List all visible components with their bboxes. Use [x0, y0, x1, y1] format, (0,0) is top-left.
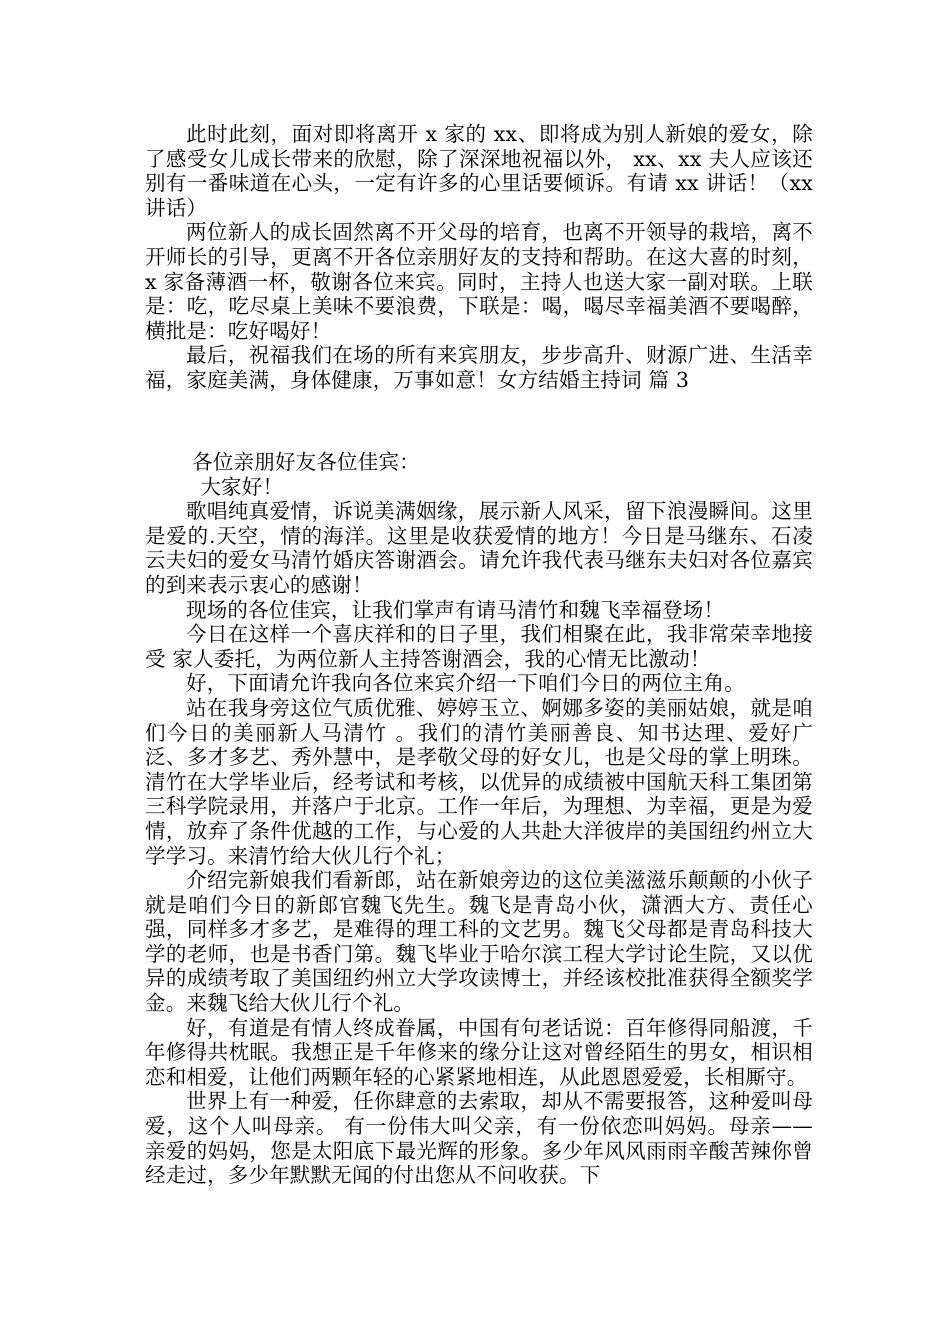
paragraph: 最后，祝福我们在场的所有来宾朋友，步步高升、财源广进、生活幸福，家庭美满，身体健康，万事如意！女方结婚主持词 篇 3: [145, 343, 813, 392]
paragraph: 歌唱纯真爱情，诉说美满姻缘，展示新人风采，留下浪漫瞬间。这里是爱的.天空，情的海洋。这里是收获爱情的地方！今日是马继东、石凌云夫妇的爱女马清竹婚庆答谢酒会。请允许我代表马继东夫妇对各位嘉宾的到来表示衷心的感谢！: [145, 499, 813, 597]
paragraph: 介绍完新娘我们看新郎，站在新娘旁边的这位美滋滋乐颠颠的小伙子就是咱们今日的新郎官魏飞先生。魏飞是青岛小伙，潇洒大方、责任心强，同样多才多艺，是难得的理工科的文艺男。魏飞父母都是青岛科技大学的老师，也是书香门第。魏飞毕业于哈尔滨工程大学讨论生院，又以优异的成绩考取了美国纽约州立大学攻读博士，并经该校批准获得全额奖学金。来魏飞给大伙儿行个礼。: [145, 868, 813, 1016]
paragraph: 好，下面请允许我向各位来宾介绍一下咱们今日的两位主角。: [186, 671, 745, 696]
salutation: 各位亲朋好友各位佳宾：: [192, 450, 420, 474]
section-2: [145, 450, 813, 1188]
paragraph: 两位新人的成长固然离不开父母的培育，也离不开领导的栽培，离不开师长的引导，更离不开各位亲朋好友的支持和帮助。在这大喜的时刻，x 家备薄酒一杯，敬谢各位来宾。同时，主持人也送大家一副对联。上联是：吃，吃尽桌上美味不要浪费，下联是：喝，喝尽幸福美酒不要喝醉，横批是：吃好喝好！: [145, 220, 813, 343]
paragraph: 现场的各位佳宾，让我们掌声有请马清竹和魏飞幸福登场！: [186, 597, 725, 622]
paragraph: 站在我身旁这位气质优雅、婷婷玉立、婀娜多姿的美丽姑娘，就是咱们今日的美丽新人马清竹 。我们的清竹美丽善良、知书达理、爱好广泛、多才多艺、秀外慧中，是孝敬父母的好女儿，也是父母的掌上明珠。清竹在大学毕业后，经考试和考核，以优异的成绩被中国航天科工集团第三科学院录用，并落户于北京。工作一年后，为理想、为幸福，更是为爱情，放弃了条件优越的工作，与心爱的人共赴大洋彼岸的美国纽约州立大学学习。来清竹给大伙儿行个礼；: [145, 695, 813, 868]
paragraph: 好，有道是有情人终成眷属，中国有句老话说：百年修得同船渡，千年修得共枕眠。我想正是千年修来的缘分让这对曾经陌生的男女，相识相恋和相爱，让他们两颗年轻的心紧紧地相连，从此恩恩爱爱，长相厮守。: [145, 1015, 813, 1089]
section-1: [145, 122, 813, 393]
paragraph: 世界上有一种爱，任你肆意的去索取，却从不需要报答，这种爱叫母爱，这个人叫母亲。 有一份伟大叫父亲，有一份依恋叫妈妈。母亲——亲爱的妈妈，您是太阳底下最光辉的形象。多少年风风雨雨辛酸苦辣你曾经走过，多少年默默无闻的付出您从不问收获。下: [145, 1089, 813, 1188]
paragraph: 此时此刻，面对即将离开 x 家的 xx、即将成为别人新娘的爱女，除了感受女儿成长带来的欣慰，除了深深地祝福以外， xx、xx 夫人应该还别有一番味道在心头，一定有许多的心里话要倾诉。有请 xx 讲话！（xx 讲话）: [145, 122, 813, 220]
paragraph: 今日在这样一个喜庆祥和的日子里，我们相聚在此，我非常荣幸地接受 家人委托，为两位新人主持答谢酒会，我的心情无比激动！: [145, 622, 813, 671]
greeting: 大家好！: [200, 474, 284, 499]
